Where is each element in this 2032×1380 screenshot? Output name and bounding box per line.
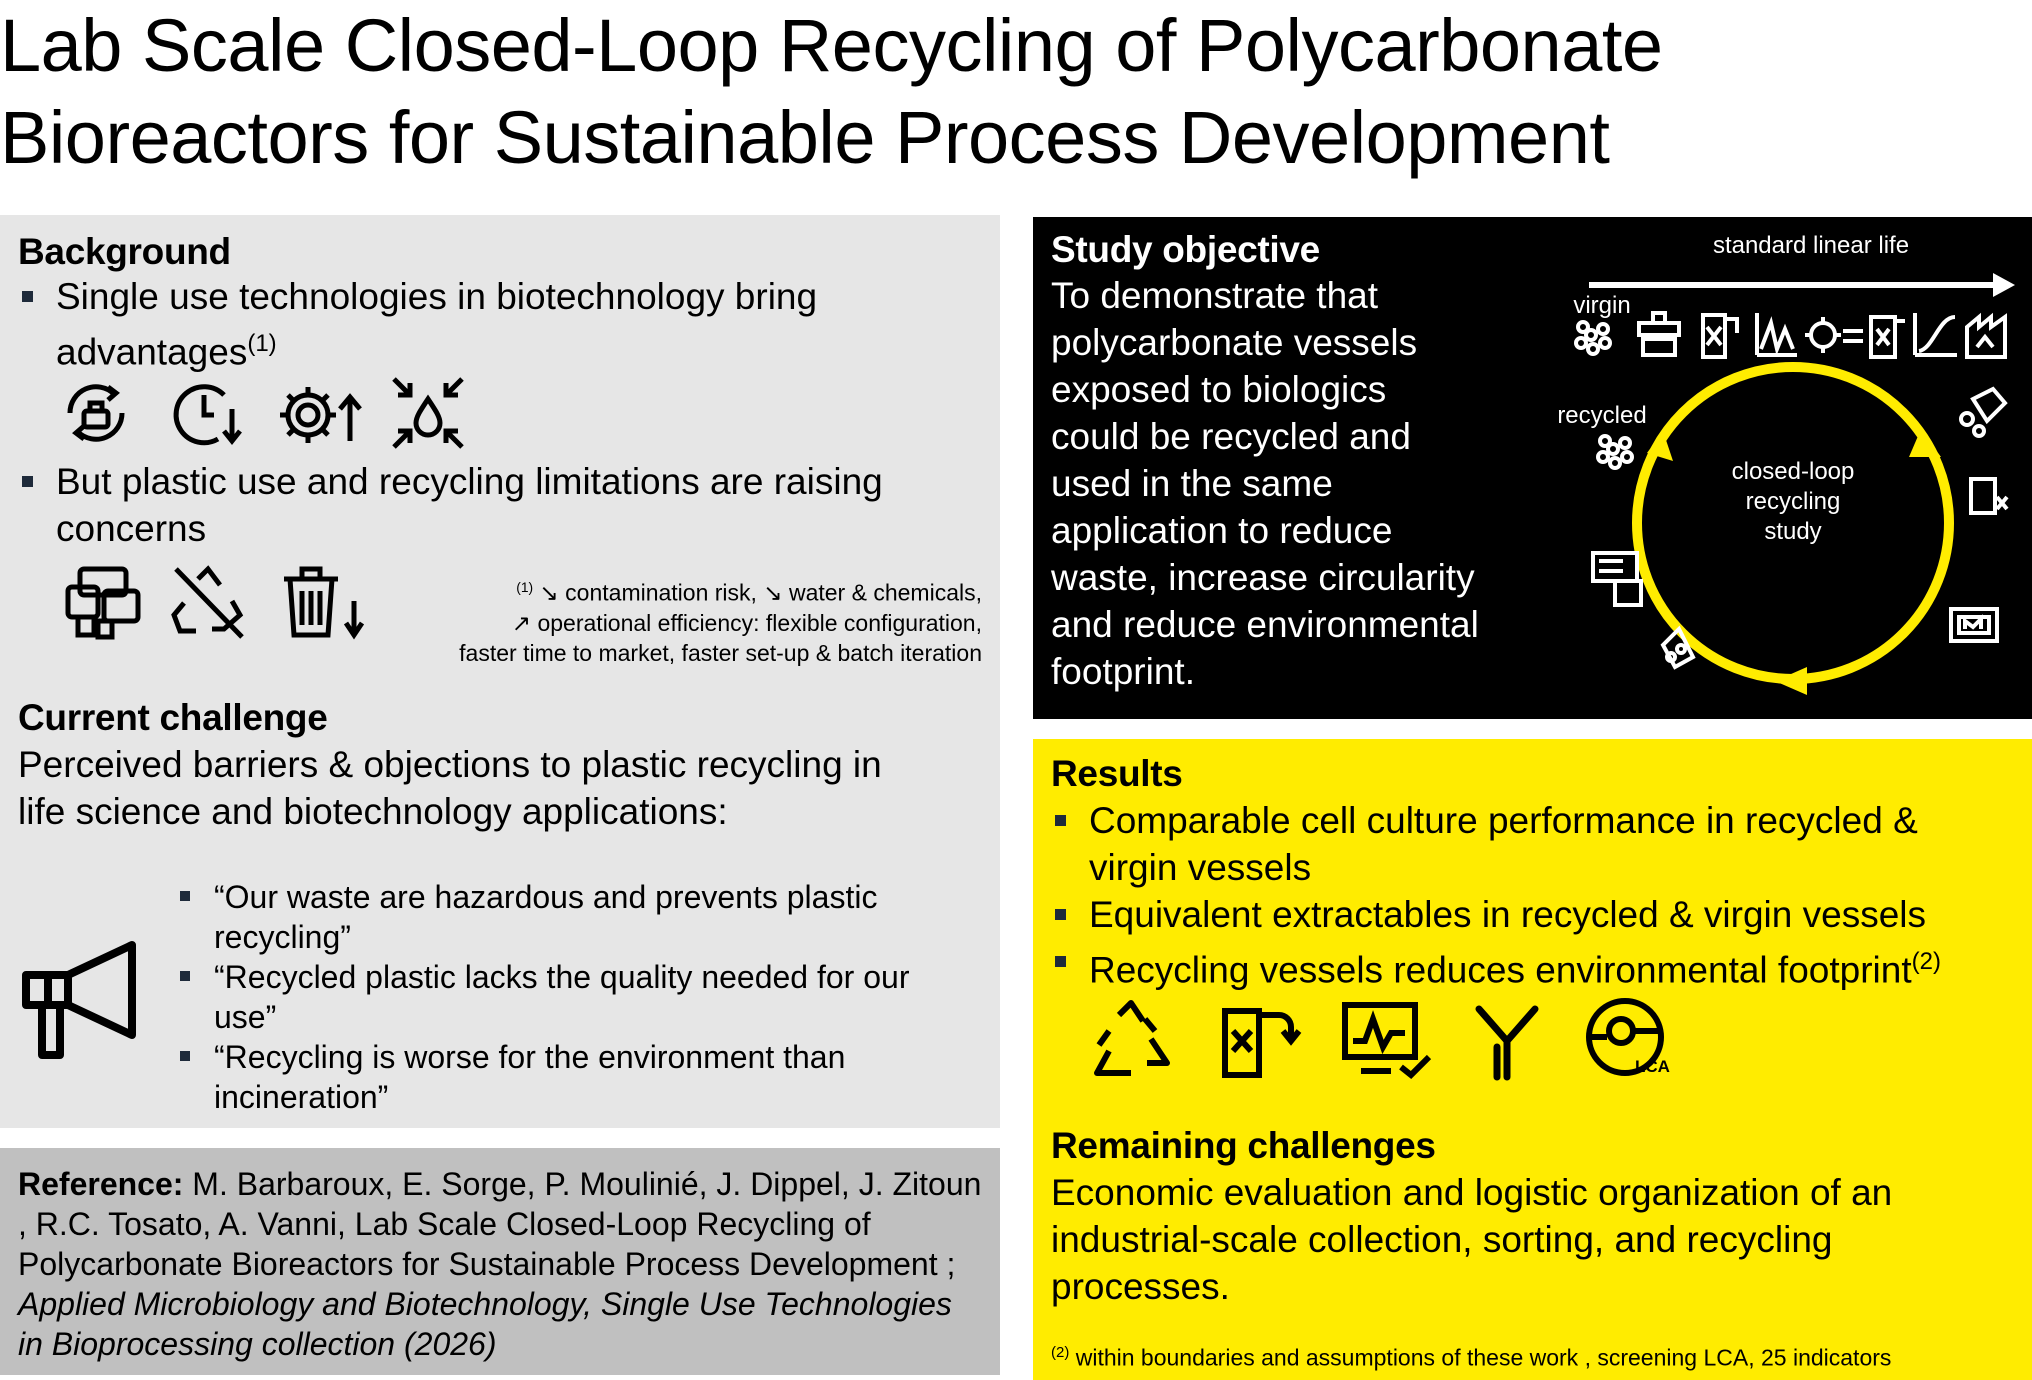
germ-icon [1805, 317, 1863, 353]
results-footnote: $^{(2)}$ within boundaries and assumptions of these work , screening LCA, 25 indicators [1051, 1344, 1892, 1371]
peak-chart-icon [1757, 313, 1797, 355]
trash-bin-down-icon [280, 563, 370, 643]
factory-icon [1967, 317, 2005, 357]
shredder-icon [1951, 609, 1997, 641]
background-bullet-2: But plastic use and recycling limitations are raising concerns [18, 458, 978, 552]
quote-item-2: “Recycled plastic lacks the quality needed for our use” [176, 957, 976, 1037]
reference-text: Reference: M. Barbaroux, E. Sorge, P. Moulinié, J. Dippel, J. Zitoun , R.C. Tosato, A. Vanni, Lab Scale Closed-Loop Recycling of Polycarbonate Bioreactors for Sustainable Process Development ; Applied Microbiology and Biotechnology, Single Use Technologies in Bioprocessing collection (2026) [18, 1166, 982, 1362]
reference-journal: Applied Microbiology and Biotechnology, Single Use Technologies in Bioprocessing collection (2026) [18, 1286, 952, 1362]
challenge-heading: Current challenge [18, 697, 328, 738]
results-panel [1033, 739, 2032, 1380]
title-line-2: Bioreactors for Sustainable Process Development [0, 96, 1610, 179]
background-heading: Background [18, 231, 231, 272]
background-note: $^{(1)}$ ↘ contamination risk, ↘ water & chemicals, ↗ operational efficiency: flexible configuration, faster time to market, faster set-up & batch iteration [459, 579, 982, 666]
objective-heading: Study objective [1051, 229, 1320, 270]
gear-up-icon [274, 373, 364, 453]
time-down-icon [168, 373, 248, 453]
background-bullet-1: Single use technologies in biotechnology bring advantages$^{(1)}$ [18, 273, 978, 375]
monitor-check-icon [1339, 997, 1435, 1081]
quote-item-3: “Recycling is worse for the environment than incineration” [176, 1037, 976, 1117]
remaining-text: Economic evaluation and logistic organization of an industrial-scale collection, sorting, and recycling processes. [1051, 1172, 1893, 1307]
objective-panel [1033, 217, 2032, 719]
bioreactor-icon [1703, 315, 1737, 357]
quote-item-1: “Our waste are hazardous and prevents plastic recycling” [176, 877, 976, 957]
results-bullets [1051, 797, 2021, 993]
safety-cycle-icon [56, 373, 136, 453]
molding-machine-icon [1593, 553, 1641, 605]
linear-life-label: standard linear life [1712, 232, 1910, 259]
lca-label: LCA [1635, 1057, 1670, 1076]
results-heading: Results [1051, 753, 1183, 794]
plastic-containers-icon [64, 563, 144, 643]
megaphone-icon [20, 923, 140, 1063]
loop-arrow-2 [1775, 667, 1807, 695]
background-panel [0, 215, 1000, 1128]
title-line-1: Lab Scale Closed-Loop Recycling of Polycarbonate [0, 4, 1663, 87]
results-bullet-3: Recycling vessels reduces environmental footprint$^{(2)}$ [1051, 938, 2021, 993]
remaining-heading: Remaining challenges [1051, 1125, 1436, 1166]
recycled-label: recycled [1557, 402, 1647, 429]
vessel-x-icon [1871, 317, 1905, 357]
vessel-bin-icon [1971, 479, 2007, 513]
bioreactor-recycle-icon [1217, 997, 1307, 1081]
antibody-icon [1467, 997, 1547, 1081]
reference-label: Reference: [18, 1166, 184, 1202]
recycle-icon [1089, 997, 1173, 1081]
virgin-label: virgin [1573, 292, 1631, 319]
pellets-icon [1576, 322, 1610, 354]
washing-icon [1961, 389, 2005, 436]
challenge-text: Perceived barriers & objections to plastic recycling in life science and biotechnology applications: [18, 744, 882, 832]
recycled-pellets-icon [1598, 436, 1632, 468]
growth-curve-icon [1915, 313, 1957, 355]
background-bullets-2 [18, 458, 978, 552]
loop-center-label: closed-loop recycling study [1731, 458, 1855, 545]
water-drop-arrows-icon [388, 373, 468, 453]
results-bullet-1: Comparable cell culture performance in recycled & virgin vessels [1051, 797, 2021, 891]
background-bullets [18, 273, 978, 375]
reference-panel [0, 1148, 1000, 1375]
linear-arrow-head [1993, 273, 2015, 297]
objective-text: To demonstrate that polycarbonate vessels exposed to biologics could be recycled and used in the same application to reduce waste, increase circularity and reduce environmental footprint. [1051, 275, 1479, 692]
no-recycling-icon [168, 563, 248, 643]
results-bullet-2: Equivalent extractables in recycled & virgin vessels [1051, 891, 2021, 938]
poster-title [0, 0, 1900, 184]
challenge-quotes [176, 877, 976, 1117]
